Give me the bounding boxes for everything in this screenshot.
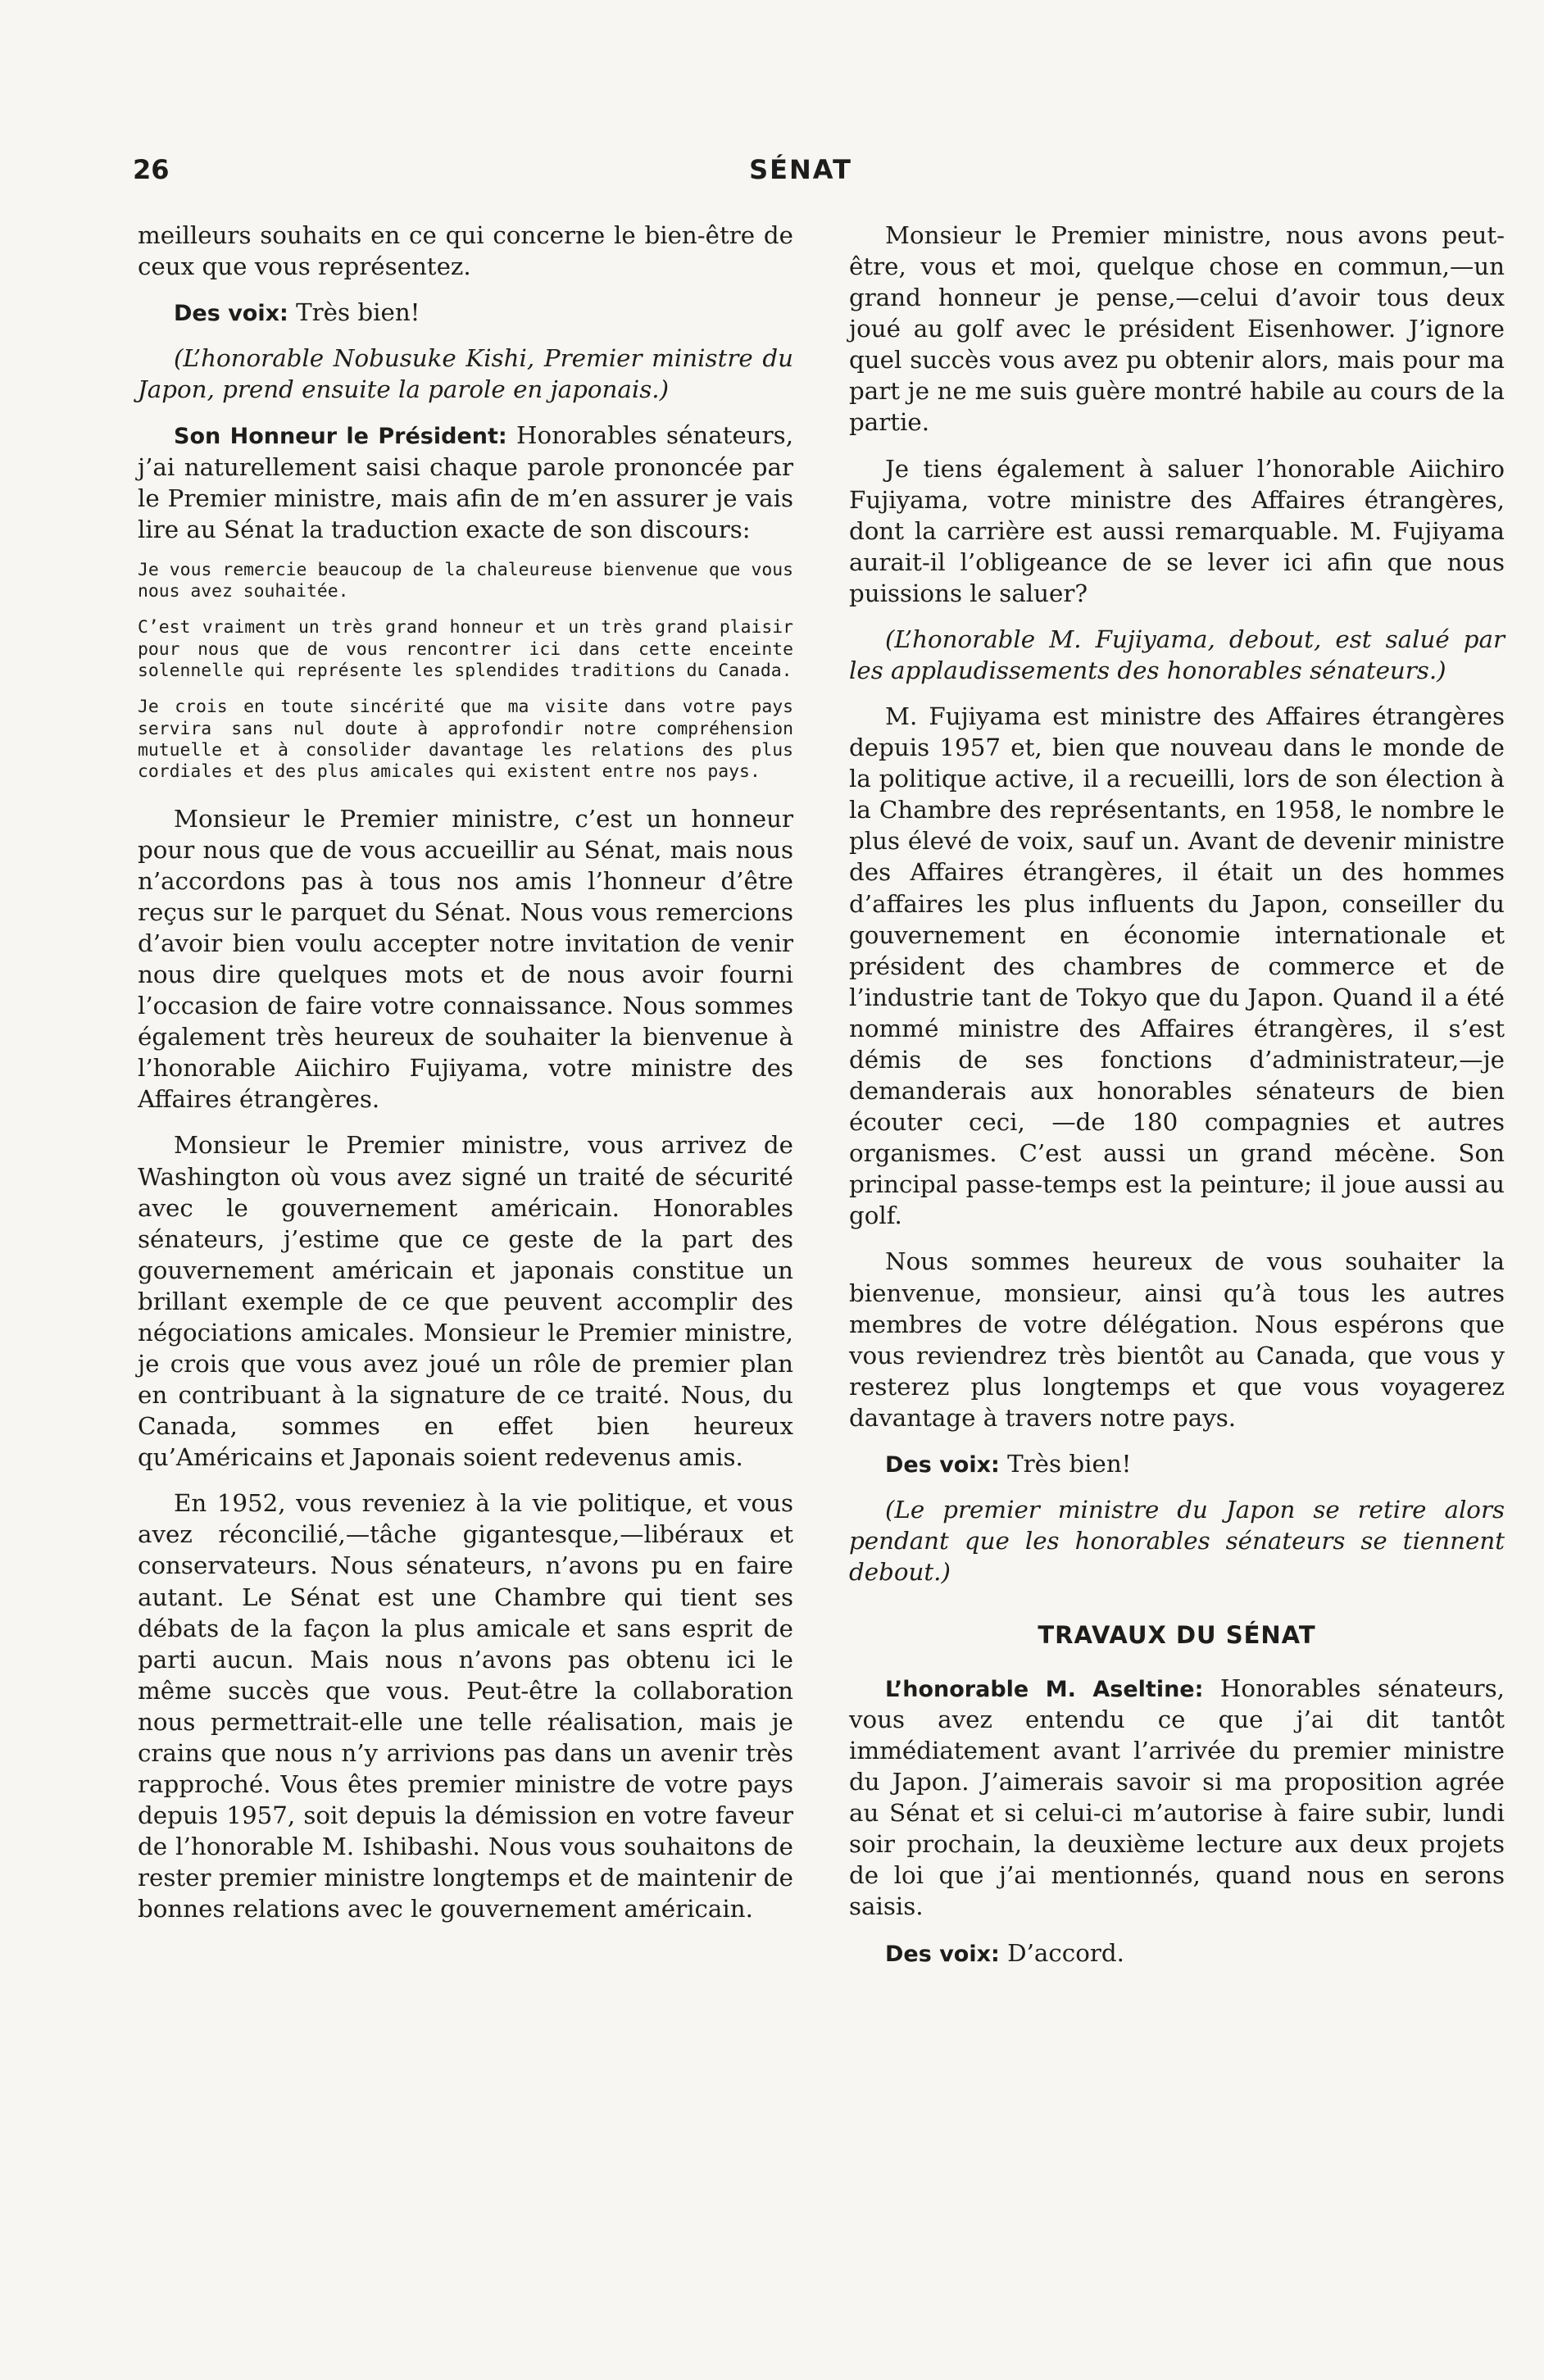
paragraph — [138, 420, 793, 544]
right-column — [849, 220, 1505, 1983]
running-title: SÉNAT — [749, 154, 852, 185]
paragraph: Je tiens également à saluer l’honorable Aiichiro Fujiyama, votre ministre des Affaires étrangères, dont la carrière est aussi remarquable. M. Fujiyama aurait-il l’obligeance de se lever ici afin que nous puissions le saluer? — [849, 454, 1505, 607]
quoted-translation: Je crois en toute sincérité que ma visite dans votre pays servira sans nul doute à approfondir notre compréhension mutuelle et à consolider davantage les relations des plus cordiales et des plus amicales qui existent entre nos pays. — [138, 697, 793, 783]
speech-text: Très bien! — [288, 298, 420, 327]
paragraph: Nous sommes heureux de vous souhaiter la bienvenue, monsieur, ainsi qu’à tous les autres membres de votre délégation. Nous espérons que vous reviendrez très bientôt au Canada, que vous y resterez plus longtemps et que vous voyagerez davantage à travers notre pays. — [849, 1247, 1505, 1432]
speech-text: D’accord. — [999, 1938, 1124, 1967]
stage-direction: (Le premier ministre du Japon se retire alors pendant que les honorables sénateurs se tiennent debout.) — [849, 1495, 1505, 1587]
speaker-name: Son Honneur le Président: — [174, 424, 507, 450]
section-heading: TRAVAUX DU SÉNAT — [1038, 1621, 1316, 1650]
speaker-name: Des voix: — [885, 1941, 1000, 1967]
paragraph — [138, 297, 793, 328]
page-number: 26 — [133, 154, 170, 185]
paragraph: M. Fujiyama est ministre des Affaires étrangères depuis 1957 et, bien que nouveau dans le monde de la politique active, il a recueilli, lors de son élection à la Chambre des représentants, en 1958, le nombre le plus élevé de voix, sauf un. Avant de devenir ministre des Affaires étrangères, il était un des hommes d’affaires les plus influents du Japon, conseiller du gouvernement en économie internationale et président des chambres de commerce et de l’industrie tant de Tokyo que du Japon. Quand il a été nommé ministre des Affaires étrangères, il s’est démis de ses fonctions d’administrateur,—je demanderais aux honorables sénateurs de bien écouter ceci, —de 180 compagnies et autres organismes. C’est aussi un grand mécène. Son principal passe-temps est la peinture; il joue aussi au golf. — [849, 702, 1505, 1230]
paragraph: Monsieur le Premier ministre, vous arrivez de Washington où vous avez signé un traité de sécurité avec le gouvernement américain. Honorables sénateurs, j’estime que ce geste de la part des gouvernement américain et japonais constitue un brillant exemple de ce que peuvent accomplir des négociations amicales. Monsieur le Premier ministre, je crois que vous avez joué un rôle de premier plan en contribuant à la signature de ce traité. Nous, du Canada, sommes en effet bien heureux qu’Américains et Japonais soient redevenus amis. — [138, 1131, 793, 1472]
paragraph: Monsieur le Premier ministre, c’est un honneur pour nous que de vous accueillir au Sénat, mais nous n’accordons pas à tous nos amis l’honneur d’être reçus sur le parquet du Sénat. Nous vous remercions d’avoir bien voulu accepter notre invitation de venir nous dire quelques mots et de nous avoir fourni l’occasion de faire votre connaissance. Nous sommes également très heureux de souhaiter la bienvenue à l’honorable Aiichiro Fujiyama, votre ministre des Affaires étrangères. — [138, 804, 793, 1114]
speaker-name: Des voix: — [174, 301, 288, 327]
quoted-translation: Je vous remercie beaucoup de la chaleureuse bienvenue que vous nous avez souhaitée. — [138, 559, 793, 602]
speech-text: Honorables sénateurs, vous avez entendu ce que j’ai dit tantôt immédiatement avant l’arrivée du premier ministre du Japon. J’aimerais savoir si ma proposition agrée au Sénat et si celui-ci m’autorise à faire subir, lundi soir prochain, la deuxième lecture aux deux projets de loi que j’ai mentionnés, quand nous en serons saisis. — [849, 1674, 1505, 1921]
running-head — [133, 154, 1469, 195]
paragraph: En 1952, vous reveniez à la vie politique, et vous avez réconcilié,—tâche gigantesque,—libéraux et conservateurs. Nous sénateurs, n’avons pu en faire autant. Le Sénat est une Chambre qui tient ses débats de la façon la plus amicale et sans esprit de parti aucun. Mais nous n’avons pas obtenu ici le même succès que vous. Peut-être la collaboration nous permettrait-elle une telle réalisation, mais je crains que nous n’y arrivions pas dans un avenir très rapproché. Vous êtes premier ministre de votre pays depuis 1957, soit depuis la démission en votre faveur de l’honorable M. Ishibashi. Nous vous souhaitons de rester premier ministre longtemps et de maintenir de bonnes relations avec le gouvernement américain. — [138, 1489, 793, 1924]
paragraph — [849, 1937, 1505, 1969]
speaker-name: L’honorable M. Aseltine: — [885, 1676, 1204, 1702]
stage-direction: (L’honorable Nobusuke Kishi, Premier ministre du Japon, prend ensuite la parole en japonais.) — [138, 344, 793, 404]
paragraph: meilleurs souhaits en ce qui concerne le bien-être de ceux que vous représentez. — [138, 221, 793, 281]
paragraph: Monsieur le Premier ministre, nous avons peut-être, vous et moi, quelque chose en commun,—un grand honneur je pense,—celui d’avoir tous deux joué au golf avec le président Eisenhower. J’ignore quel succès vous avez pu obtenir alors, mais pour ma part je ne me suis guère montré habile au cours de la partie. — [849, 221, 1505, 437]
paragraph — [849, 1448, 1505, 1479]
paragraph — [849, 1673, 1505, 1923]
speaker-name: Des voix: — [885, 1451, 1000, 1478]
left-column — [138, 220, 793, 1939]
stage-direction: (L’honorable M. Fujiyama, debout, est salué par les applaudissements des honorables sénateurs.) — [849, 625, 1505, 685]
speech-text: Honorables sénateurs, j’ai naturellement saisi chaque parole prononcée par le Premier ministre, mais afin de m’en assurer je vais lire au Sénat la traduction exacte de son discours: — [138, 421, 794, 543]
quoted-translation: C’est vraiment un très grand honneur et un très grand plaisir pour nous que de vous rencontrer ici dans cette enceinte solennelle qui représente les splendides traditions du Canada. — [138, 617, 793, 682]
speech-text: Très bien! — [999, 1449, 1132, 1478]
